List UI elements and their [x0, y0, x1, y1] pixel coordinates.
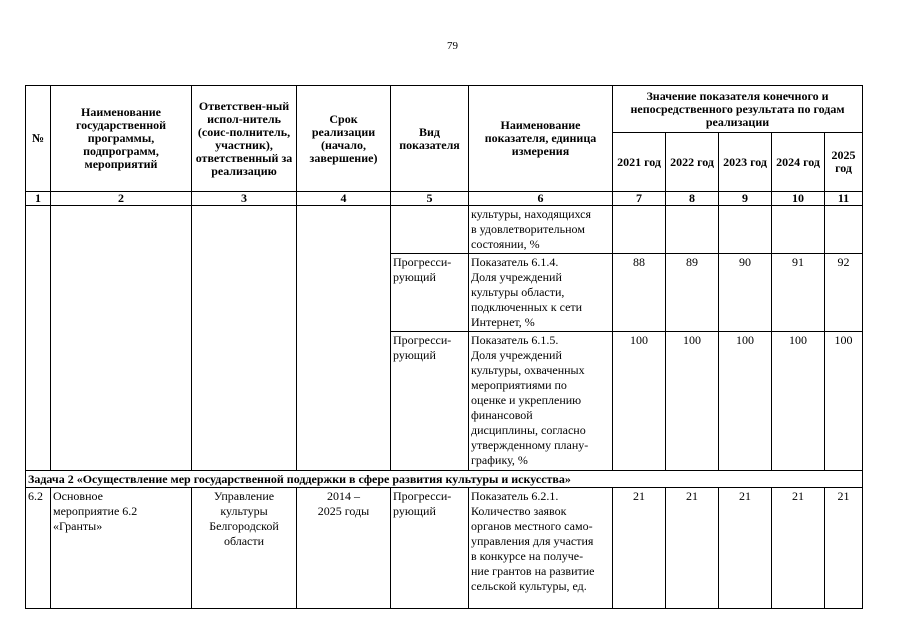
cell-value — [719, 206, 772, 254]
column-number: 9 — [719, 192, 772, 206]
cell-type — [391, 206, 469, 254]
cell-name: Основное мероприятие 6.2 «Гранты» — [51, 488, 192, 609]
header-row — [26, 86, 863, 133]
column-number: 5 — [391, 192, 469, 206]
cell-value — [772, 206, 825, 254]
cell-value — [666, 206, 719, 254]
header-type: Вид показателя — [391, 86, 469, 192]
table-row — [26, 488, 863, 609]
header-year: 2022 год — [666, 133, 719, 192]
column-number: 7 — [613, 192, 666, 206]
task-row — [26, 471, 863, 488]
cell-term: 2014 – 2025 годы — [297, 488, 391, 609]
header-indicator: Наименование показателя, единица измерения — [469, 86, 613, 192]
column-number: 8 — [666, 192, 719, 206]
header-year: 2025 год — [825, 133, 863, 192]
cell-value: 92 — [825, 254, 863, 332]
column-number: 11 — [825, 192, 863, 206]
header-year: 2024 год — [772, 133, 825, 192]
cell-empty — [26, 206, 51, 471]
cell-value: 88 — [613, 254, 666, 332]
cell-value: 21 — [825, 488, 863, 609]
cell-value — [825, 206, 863, 254]
column-number: 10 — [772, 192, 825, 206]
cell-type: Прогресси- рующий — [391, 332, 469, 471]
column-number: 6 — [469, 192, 613, 206]
cell-value: 100 — [772, 332, 825, 471]
cell-empty — [51, 206, 192, 471]
column-numbers-row — [26, 192, 863, 206]
cell-value: 90 — [719, 254, 772, 332]
page-number: 79 — [447, 40, 458, 52]
task-2-title: Задача 2 «Осуществление мер государственной поддержки в сфере развития культуры и искусства» — [26, 471, 863, 488]
cell-type: Прогресси- рующий — [391, 488, 469, 609]
cell-indicator: Показатель 6.1.4. Доля учреждений культуры области, подключенных к сети Интернет, % — [469, 254, 613, 332]
table-row — [26, 206, 863, 254]
cell-value: 21 — [613, 488, 666, 609]
cell-value: 100 — [666, 332, 719, 471]
column-number: 3 — [192, 192, 297, 206]
column-number: 4 — [297, 192, 391, 206]
cell-indicator: культуры, находящихся в удовлетворительном состоянии, % — [469, 206, 613, 254]
cell-value: 100 — [719, 332, 772, 471]
cell-empty — [192, 206, 297, 471]
header-year: 2023 год — [719, 133, 772, 192]
cell-value: 100 — [613, 332, 666, 471]
cell-indicator: Показатель 6.2.1. Количество заявок органов местного само- управления для участия в конкурсе на получе- ние грантов на развитие сельской культуры, ед. — [469, 488, 613, 609]
header-no: № — [26, 86, 51, 192]
cell-value — [613, 206, 666, 254]
cell-value: 21 — [772, 488, 825, 609]
column-number: 2 — [51, 192, 192, 206]
cell-value: 89 — [666, 254, 719, 332]
cell-value: 91 — [772, 254, 825, 332]
header-name: Наименование государственной программы, подпрограмм, мероприятий — [51, 86, 192, 192]
header-year: 2021 год — [613, 133, 666, 192]
column-number: 1 — [26, 192, 51, 206]
cell-responsible: Управление культуры Белгородской области — [192, 488, 297, 609]
header-responsible: Ответствен-ный испол-нитель (соис-полнитель, участник), ответственный за реализацию — [192, 86, 297, 192]
indicators-table — [25, 85, 863, 609]
cell-indicator: Показатель 6.1.5. Доля учреждений культуры, охваченных мероприятиями по оценке и укреплению финансовой дисциплины, согласно утвержденному плану- графику, % — [469, 332, 613, 471]
cell-no: 6.2 — [26, 488, 51, 609]
header-term: Срок реализации (начало, завершение) — [297, 86, 391, 192]
cell-empty — [297, 206, 391, 471]
cell-type: Прогресси- рующий — [391, 254, 469, 332]
cell-value: 21 — [719, 488, 772, 609]
header-values: Значение показателя конечного и непосредственного результата по годам реализации — [613, 86, 863, 133]
cell-value: 100 — [825, 332, 863, 471]
cell-value: 21 — [666, 488, 719, 609]
